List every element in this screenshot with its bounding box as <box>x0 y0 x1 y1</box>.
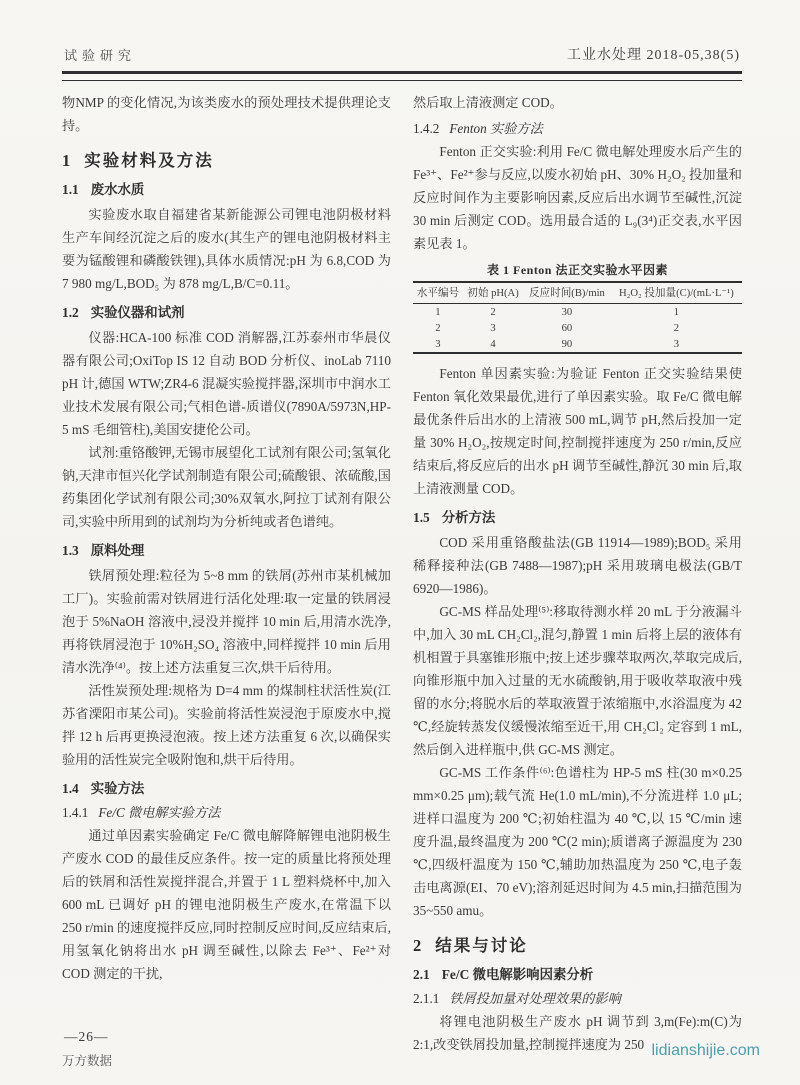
table-1-caption: 表 1 Fenton 法正交实验水平因素 <box>486 263 668 277</box>
heading-number: 1.4 <box>62 781 79 796</box>
table-row <box>413 304 742 321</box>
table-cell: 2 <box>673 322 679 334</box>
heading-section-2-1 <box>413 964 742 983</box>
table-cell: 2 <box>490 306 496 318</box>
table-cell: 30 <box>561 306 573 318</box>
heading-number: 1.2 <box>62 305 79 320</box>
table-cell: 3 <box>490 322 496 334</box>
heading-number: 2.1 <box>413 967 430 982</box>
heading-number: 1.4.2 <box>413 121 440 136</box>
site-watermark: lidianshijie.com <box>651 1042 760 1059</box>
para-gcms-conditions: GC-MS 工作条件⁽⁶⁾:色谱柱为 HP-5 mS 柱(30 m×0.25 mm×0.25 μm);载气流 He(1.0 mL/min),不分流进样 1.0 μL;进样口温度为 200 ℃;初始柱温为 40 ℃,以 15 ℃/min 速度升温,最终温度为 200 ℃(2 min);质谱离子源温度为 230 ℃,四级杆温度为 150 ℃,辅助加热温度为 250 ℃,电子轰击电离源(EI、70 eV);溶剂延迟时间为 4.5 min,扫描范围为 35~550 amu。 <box>413 765 742 918</box>
para-analysis-standards: COD 采用重铬酸盐法(GB 11914—1989);BOD₅ 采用稀释接种法(GB 7488—1987);pH 采用玻璃电极法(GB/T 6920—1986)。 <box>413 535 742 596</box>
page-header <box>62 44 742 71</box>
table-header-cell: 反应时间(B)/min <box>523 282 611 304</box>
para-fec-method: 通过单因素实验确定 Fe/C 微电解降解锂电池阴极生产废水 COD 的最佳反应条件。按一定的质量比将预处理后的铁屑和活性炭搅拌混合,并置于 1 L 塑料烧杯中,加入 600 mL 已调好 pH 的锂电池阴极生产废水,在常温下以 250 r/min 的速度搅拌反应,同时控制反应时间,反应结束后,用氢氧化钠将出水 pH 调至碱性,以除去 Fe³⁺、Fe²⁺对 COD 测定的干扰, <box>62 828 391 981</box>
para-fenton-single-factor: Fenton 单因素实验:为验证 Fenton 正交实验结果使 Fenton 氧化效果最优,进行了单因素实验。取 Fe/C 微电解最优条件后出水的上清液 500 mL,调节 pH,然后投加一定量 30% H₂O₂,按规定时间,控制搅拌速度为 250 r/min,反应结束后,将反应后的出水 pH 调节至碱性,静沉 30 min 后,取上清液测量 COD。 <box>413 366 742 496</box>
heading-title: 实验材料及方法 <box>84 151 214 170</box>
heading-section-1-3 <box>62 540 391 559</box>
heading-title: 铁屑投加量对处理效果的影响 <box>449 991 621 1006</box>
para-fec-method-continuation: 然后取上清液测定 COD。 <box>413 95 563 110</box>
para-fenton-orthogonal: Fenton 正交实验:利用 Fe/C 微电解处理废水后产生的 Fe³⁺、Fe²⁺参与反应,以废水初始 pH、30% H₂O₂ 投加量和反应时间作为主要影响因素,反应后出水调节至碱性,沉淀 30 min 后测定 COD。选用最合适的 L₉(3⁴)正交表,水平因素见表 1。 <box>413 144 742 251</box>
para-reagents: 试剂:重铬酸钾,无锡市展望化工试剂有限公司;氢氧化钠,天津市恒兴化学试剂制造有限公司;硫酸银、浓硫酸,国药集团化学试剂有限公司;30%双氧水,阿拉丁试剂有限公司,实验中所用到的试剂均为分析纯或者色谱纯。 <box>62 445 391 529</box>
wanfang-data-watermark: 万方数据 <box>62 1054 113 1068</box>
heading-title: 实验仪器和试剂 <box>90 305 185 320</box>
table-header-cell: 水平编号 <box>413 282 463 304</box>
heading-section-2-1-1 <box>413 988 742 1007</box>
table-cell: 60 <box>561 322 573 334</box>
right-column <box>413 91 742 1056</box>
para-iron-pretreatment: 铁屑预处理:粒径为 5~8 mm 的铁屑(苏州市某机械加工厂)。实验前需对铁屑进行活化处理:取一定量的铁屑浸泡于 5%NaOH 溶液中,浸没并搅拌 10 min 后,用清水洗净,再将铁屑浸泡于 10%H₂SO₄ 溶液中,同样搅拌 10 min 后用清水洗净⁽⁴⁾。按上述方法重复三次,烘干后待用。 <box>62 568 391 675</box>
heading-title: Fe/C 微电解影响因素分析 <box>441 967 594 982</box>
table-cell: 2 <box>435 322 441 334</box>
heading-section-1-4-2 <box>413 118 742 137</box>
heading-section-1-2 <box>62 302 391 321</box>
heading-number: 1.5 <box>413 510 430 525</box>
para-intro-continuation: 物NMP 的变化情况,为该类废水的预处理技术提供理论支持。 <box>62 95 391 133</box>
para-iron-dosage-effect: 将锂电池阴极生产废水 pH 调节到 3,m(Fe):m(C)为 2:1,改变铁屑投加量,控制搅拌速度为 250 <box>413 1014 742 1052</box>
table-cell: 90 <box>561 338 573 350</box>
heading-section-1-5 <box>413 507 742 526</box>
table-cell: 1 <box>673 306 679 318</box>
table-cell: 4 <box>490 338 496 350</box>
heading-title: 结果与讨论 <box>435 936 528 955</box>
left-column <box>62 91 391 1056</box>
table-header-cell: H₂O₂ 投加量(C)/(mL·L⁻¹) <box>611 282 742 304</box>
para-gcms-sample-prep: GC-MS 样品处理⁽⁵⁾:移取待测水样 20 mL 于分液漏斗中,加入 30 mL CH₂Cl₂,混匀,静置 1 min 后将上层的液体有机相置于具塞锥形瓶中;按上述步骤萃取两次,萃取完成后,向锥形瓶中加入过量的无水硫酸钠,用于吸收萃取液中残留的水分;将脱水后的萃取液置于浓缩瓶中,水浴温度为 42 ℃,经旋转蒸发仪缓慢浓缩至近干,用 CH₂Cl₂ 定容到 1 mL,然后倒入进样瓶中,供 GC-MS 测定。 <box>413 604 742 757</box>
table-row <box>413 336 742 353</box>
page-number: —26— <box>64 1029 109 1044</box>
heading-number: 2 <box>413 936 422 955</box>
para-carbon-pretreatment: 活性炭预处理:规格为 D=4 mm 的煤制柱状活性炭(江苏省溧阳市某公司)。实验前将活性炭浸泡于原废水中,搅拌 12 h 后再更换浸泡液。按上述方法重复 6 次,以确保实验用的活性炭完全吸附饱和,烘干后待用。 <box>62 683 391 767</box>
heading-title: Fenton 实验方法 <box>449 121 543 136</box>
two-column-body <box>62 91 742 1056</box>
para-wastewater-quality: 实验废水取自福建省某新能源公司锂电池阴极材料生产车间经沉淀之后的废水(其生产的锂电池阴极材料主要为锰酸锂和磷酸铁锂),具体水质情况:pH 为 6.8,COD 为 7 980 mg/L,BOD₅ 为 878 mg/L,B/C=0.11。 <box>62 207 391 291</box>
heading-number: 1 <box>62 151 71 170</box>
heading-section-1-4-1 <box>62 802 391 821</box>
heading-number: 1.3 <box>62 543 79 558</box>
table-row <box>413 320 742 336</box>
heading-title: 原料处理 <box>90 543 145 558</box>
para-instruments: 仪器:HCA-100 标准 COD 消解器,江苏泰州市华晨仪器有限公司;OxiTop IS 12 自动 BOD 分析仪、inoLab 7110 pH 计,德国 WTW;ZR4-6 混凝实验搅拌器,深圳市中润水工业技术发展有限公司;气相色谱-质谱仪(7890A/5973N,HP-5 mS 毛细管柱),美国安捷伦公司。 <box>62 330 391 437</box>
heading-title: Fe/C 微电解实验方法 <box>98 805 221 820</box>
heading-section-1-4 <box>62 778 391 797</box>
column-section-label: 试验研究 <box>64 48 137 63</box>
table-cell: 3 <box>435 338 441 350</box>
table-cell: 3 <box>673 338 679 350</box>
heading-number: 1.1 <box>62 182 79 197</box>
table-cell: 1 <box>435 306 441 318</box>
journal-reference: 工业水处理 2018-05,38(5) <box>567 48 740 63</box>
heading-title: 分析方法 <box>441 510 496 525</box>
heading-number: 2.1.1 <box>413 991 440 1006</box>
heading-title: 实验方法 <box>90 781 145 796</box>
table-1-block <box>413 261 742 354</box>
heading-number: 1.4.1 <box>62 805 89 820</box>
heading-section-1-1 <box>62 179 391 198</box>
heading-section-1 <box>62 147 391 171</box>
table-header-cell: 初始 pH(A) <box>463 282 523 304</box>
header-double-rule <box>62 71 742 81</box>
table-header-row <box>413 282 742 304</box>
table-1-orthogonal-levels <box>413 281 742 354</box>
heading-title: 废水水质 <box>90 182 145 197</box>
heading-section-2 <box>413 932 742 956</box>
page-footer <box>0 1015 800 1085</box>
